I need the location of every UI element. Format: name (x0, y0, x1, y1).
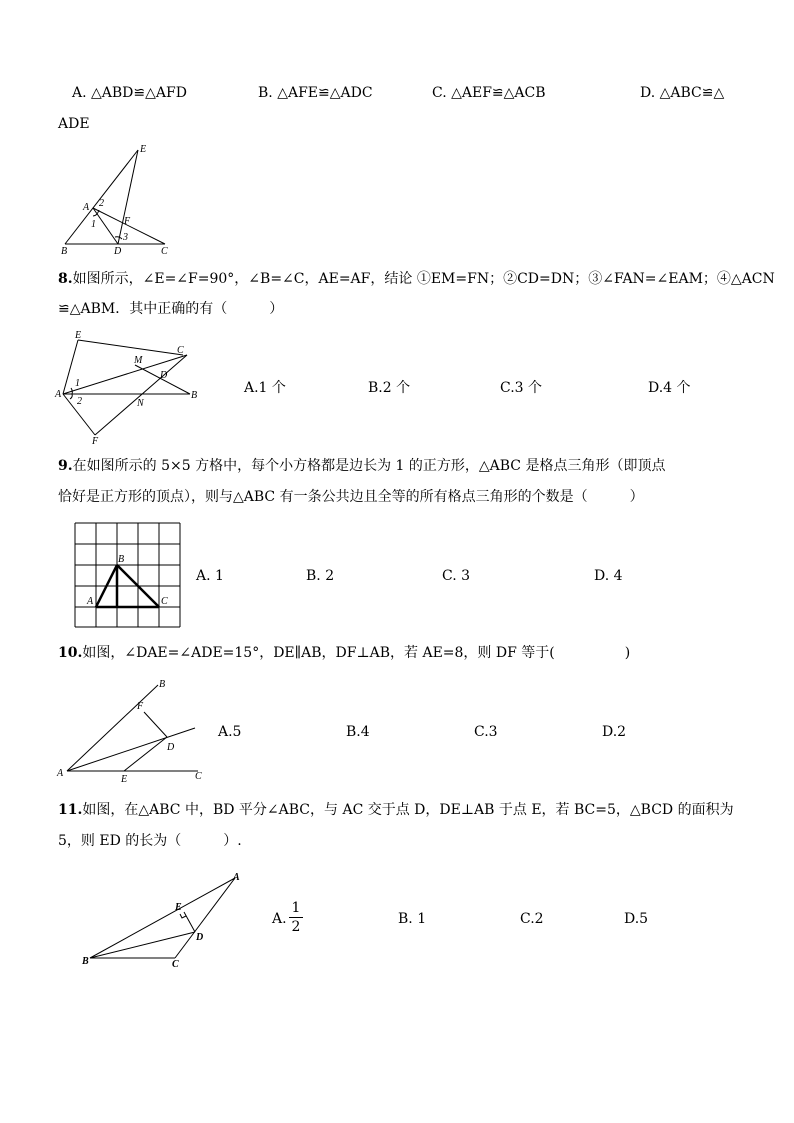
q11-option-a-fraction (289, 900, 303, 935)
q11-option-c: C.2 (520, 911, 544, 927)
q7-option-d: D. △ABC≌△ (640, 85, 725, 101)
q8-label-d: D (160, 370, 168, 381)
q9-stem-line1 (58, 456, 665, 476)
q11-stem-line1 (58, 800, 734, 820)
q10-stem-line1 (58, 643, 630, 663)
q11-label-d: D (196, 932, 204, 943)
q8-label-b: B (191, 390, 198, 401)
q11-label-b: B (82, 956, 89, 967)
q8-figure (55, 330, 205, 445)
q8-label-c: C (177, 345, 184, 356)
q7-label-2: 2 (99, 198, 104, 209)
q10-label-b: B (159, 679, 166, 690)
q8-option-a: A.1 个 (244, 380, 286, 396)
q11-option-a-numerator: 1 (291, 900, 301, 916)
q9-option-d: D. 4 (594, 568, 623, 584)
q8-stem-text: 如图所示，∠E=∠F=90°，∠B=∠C，AE=AF，结论 ①EM=FN；②CD=DN；③∠FAN=∠EAM；④△ACN (72, 271, 775, 287)
q8-label-1: 1 (75, 378, 80, 389)
q7-label-e: E (140, 144, 147, 155)
q10-label-d: D (167, 742, 175, 753)
q8-stem-line2: ≌△ABM．其中正确的有（ ） (58, 301, 284, 317)
q9-label-a: A (87, 596, 94, 607)
q7-option-b: B. △AFE≌△ADC (258, 85, 373, 101)
q9-option-b: B. 2 (306, 568, 335, 584)
q11-number: 11. (58, 802, 83, 818)
q11-option-d: D.5 (624, 911, 649, 927)
q10-label-a: A (57, 768, 64, 779)
q7-label-d: D (114, 246, 122, 257)
q7-label-c: C (161, 246, 168, 257)
q10-option-c: C.3 (474, 724, 498, 740)
q9-grid-figure (74, 522, 184, 628)
q10-label-f: F (137, 701, 144, 712)
q11-label-a: A (233, 872, 240, 883)
q10-figure (55, 675, 215, 785)
q7-option-c: C. △AEF≌△ACB (432, 85, 546, 101)
q9-stem-line2: 恰好是正方形的顶点），则与△ABC 有一条公共边且全等的所有格点三角形的个数是（ ） (58, 489, 644, 505)
q8-label-n: N (137, 398, 144, 409)
q11-stem-text: 如图，在△ABC 中，BD 平分∠ABC，与 AC 交于点 D，DE⊥AB 于点 E，若 BC=5，△BCD 的面积为 (82, 802, 734, 818)
q8-label-a: A (55, 389, 62, 400)
q8-stem-line1 (58, 269, 775, 289)
q8-label-f: F (92, 436, 99, 447)
q11-option-a-denominator: 2 (291, 919, 301, 935)
q10-label-e: E (121, 774, 128, 785)
q8-option-b: B.2 个 (368, 380, 411, 396)
q8-label-e: E (75, 330, 82, 341)
q7-label-3: 3 (123, 232, 128, 243)
q9-label-b: B (118, 554, 125, 565)
q10-stem-text: 如图，∠DAE=∠ADE=15°，DE∥AB，DF⊥AB，若 AE=8，则 DF 等于( ) (82, 645, 631, 661)
q11-option-a-prefix: A. (272, 911, 287, 927)
q8-number: 8. (58, 271, 73, 287)
q8-option-d: D.4 个 (648, 380, 691, 396)
q8-label-m: M (134, 355, 143, 366)
q7-label-b: B (61, 246, 68, 257)
q11-option-b: B. 1 (398, 911, 427, 927)
q7-label-a: A (83, 202, 90, 213)
q9-number: 9. (58, 458, 73, 474)
q7-option-a: A. △ABD≌△AFD (72, 85, 187, 101)
q7-label-f: F (124, 216, 131, 227)
q9-stem-text: 在如图所示的 5×5 方格中，每个小方格都是边长为 1 的正方形，△ABC 是格点三角形（即顶点 (72, 458, 666, 474)
q7-figure (55, 140, 180, 255)
q10-option-a: A.5 (218, 724, 242, 740)
q9-option-c: C. 3 (442, 568, 471, 584)
q11-figure (80, 868, 255, 973)
q10-label-c: C (195, 771, 202, 782)
q10-number: 10. (58, 645, 83, 661)
q11-label-e: E (175, 902, 182, 913)
q8-option-c: C.3 个 (500, 380, 543, 396)
q10-option-d: D.2 (602, 724, 627, 740)
q10-option-b: B.4 (346, 724, 370, 740)
q7-option-d-wrap: ADE (58, 116, 90, 132)
q11-option-a-fraction-bar (289, 917, 303, 918)
q8-label-2: 2 (77, 396, 82, 407)
q11-label-c: C (172, 959, 179, 970)
q9-option-a: A. 1 (196, 568, 224, 584)
q7-label-1: 1 (91, 219, 96, 230)
q11-stem-line2: 5，则 ED 的长为（ ）. (58, 833, 242, 849)
q9-label-c: C (161, 596, 168, 607)
